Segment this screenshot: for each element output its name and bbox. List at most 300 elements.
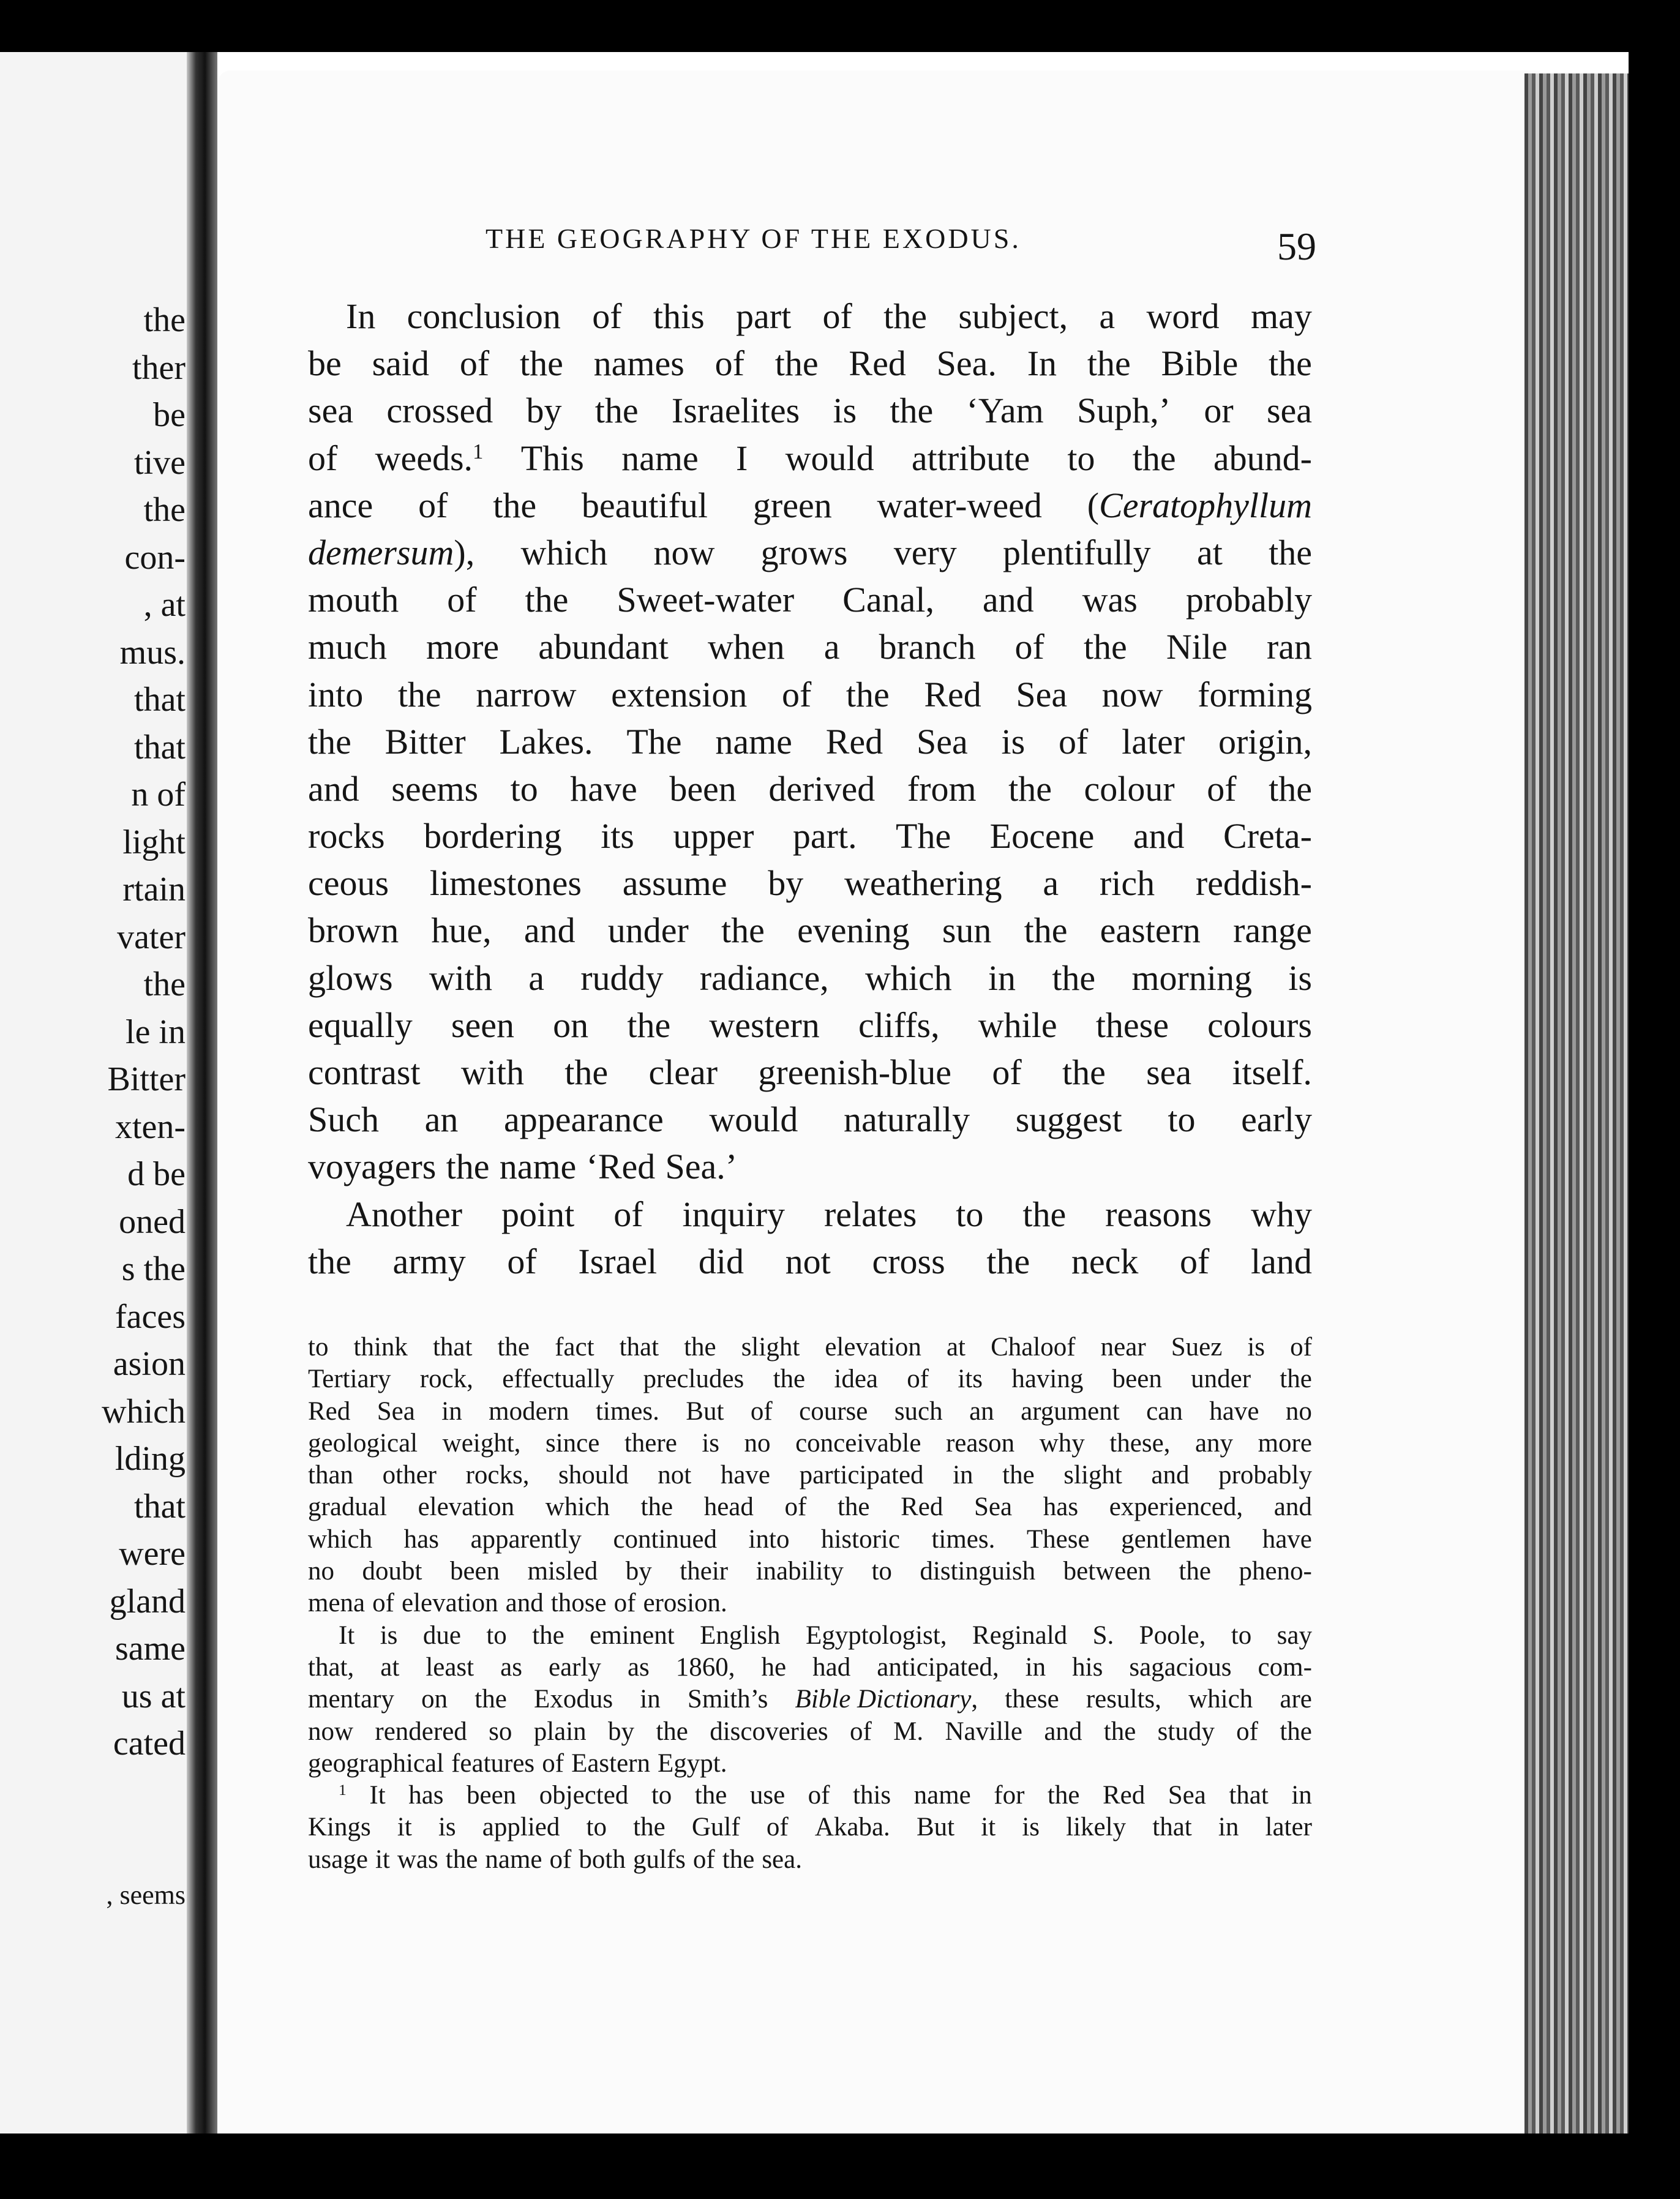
word: not	[658, 1461, 692, 1490]
word: more	[426, 627, 500, 667]
word: which	[308, 1524, 373, 1554]
word: abund-	[1213, 438, 1312, 478]
word: misled	[527, 1557, 598, 1586]
facing-page-line: s the	[121, 1250, 186, 1288]
facing-page-line: tive	[134, 443, 186, 482]
word: conceivable	[795, 1428, 921, 1458]
word: into	[748, 1524, 790, 1554]
word: having	[1011, 1365, 1084, 1394]
word: of	[992, 1052, 1022, 1092]
word: it	[375, 1845, 390, 1874]
body-line	[308, 435, 1312, 482]
word: conclusion	[407, 296, 561, 336]
word: have	[1209, 1396, 1259, 1426]
word: evening	[797, 910, 910, 951]
word: he	[761, 1652, 787, 1682]
word: sea	[1266, 391, 1312, 431]
word: these,	[1109, 1428, 1171, 1458]
word: weeds.$^1$	[375, 438, 484, 478]
word: Bible Dictionary,	[795, 1685, 978, 1714]
word: eminent	[590, 1620, 675, 1650]
word: the	[308, 721, 351, 762]
word: said	[372, 343, 429, 384]
word: argument	[1021, 1396, 1120, 1426]
word: Sea.’	[665, 1147, 738, 1187]
word: name	[913, 1781, 971, 1810]
footnote-line	[308, 1780, 1312, 1811]
footnote-line	[308, 1811, 1312, 1843]
word: Red	[308, 1396, 351, 1426]
facing-page-line: xten-	[114, 1107, 186, 1146]
facing-page-footnote: , seems	[106, 1880, 186, 1910]
word: ‘Yam	[966, 391, 1044, 431]
word: point	[501, 1194, 575, 1234]
word: equally	[308, 1005, 413, 1045]
body-line	[308, 340, 1312, 387]
word: Red	[1102, 1781, 1146, 1810]
word: In	[1027, 343, 1057, 384]
body-line	[308, 907, 1312, 954]
word: the	[1269, 343, 1312, 384]
word: to	[1231, 1620, 1252, 1650]
word: mentary	[308, 1685, 394, 1714]
word: the	[774, 343, 819, 384]
word: in	[1025, 1652, 1046, 1682]
word: has	[408, 1781, 444, 1810]
word: branch	[879, 627, 976, 667]
word: Nile	[1166, 627, 1228, 667]
word: much	[308, 627, 387, 667]
word: any	[1194, 1428, 1234, 1458]
word: anticipated,	[877, 1652, 999, 1682]
word: Red	[901, 1493, 943, 1522]
word: no	[308, 1557, 334, 1586]
word: which	[1188, 1685, 1253, 1714]
word: Lakes.	[499, 721, 593, 762]
word: attribute	[911, 438, 1030, 478]
word: early	[548, 1652, 601, 1682]
word: that	[1229, 1781, 1269, 1810]
word: hue,	[431, 910, 492, 951]
facing-page-line: ther	[132, 348, 186, 387]
word: inability	[756, 1557, 844, 1586]
word: this	[653, 296, 705, 336]
word: modern	[489, 1396, 569, 1426]
word: of	[766, 1813, 789, 1842]
word: on	[421, 1685, 448, 1714]
word: M.	[893, 1717, 924, 1746]
word: of	[750, 1396, 773, 1426]
word: a	[1099, 296, 1116, 336]
word: have	[1262, 1524, 1312, 1554]
body-line	[308, 954, 1312, 1002]
word: slight	[1063, 1461, 1122, 1490]
word: probably	[1185, 580, 1312, 620]
word: of	[907, 1365, 929, 1394]
facing-page-line: that	[134, 681, 186, 719]
word: elevation	[825, 1333, 921, 1362]
word: (Ceratophyllum	[1087, 485, 1312, 525]
word: and	[308, 768, 359, 809]
word: of	[1236, 1717, 1258, 1746]
word: Red	[849, 343, 906, 384]
word: the	[1002, 1461, 1035, 1490]
body-line	[308, 765, 1312, 812]
word: rocks	[308, 816, 385, 856]
word: Israelites	[671, 391, 800, 431]
word: greenish-blue	[758, 1052, 952, 1092]
word: study	[1157, 1717, 1215, 1746]
word: the	[684, 1333, 716, 1362]
footnote-line	[308, 1459, 1312, 1491]
word: is	[1247, 1333, 1266, 1362]
word: why	[1039, 1428, 1085, 1458]
word: the	[497, 1333, 530, 1362]
word: ‘Red	[586, 1147, 656, 1187]
body-line	[308, 1191, 1312, 1238]
word: have	[720, 1461, 770, 1490]
word: the	[445, 1845, 478, 1874]
word: not	[785, 1241, 831, 1281]
word: sea.	[762, 1845, 802, 1874]
word: of	[308, 438, 338, 478]
word: in	[1218, 1813, 1239, 1842]
word: sea	[308, 391, 354, 431]
footnote-line	[308, 1716, 1312, 1748]
word: voyagers	[308, 1147, 437, 1187]
word: suggest	[1015, 1100, 1122, 1140]
word: than	[308, 1461, 354, 1490]
word: the	[1047, 1781, 1080, 1810]
word: an	[424, 1100, 459, 1140]
word: has	[1043, 1493, 1079, 1522]
word: of	[1180, 1241, 1210, 1281]
word: had	[812, 1652, 851, 1682]
scan-border-bottom	[0, 2133, 1680, 2199]
word: the	[721, 910, 765, 951]
word: to	[308, 1333, 329, 1362]
word: abundant	[538, 627, 669, 667]
word: the	[986, 1241, 1030, 1281]
word: ance	[308, 485, 373, 525]
word: beautiful	[581, 485, 708, 525]
word: The	[896, 816, 951, 856]
facing-page-line: le in	[126, 1013, 186, 1051]
word: as	[627, 1652, 650, 1682]
word: morning	[1131, 957, 1252, 998]
word: the	[1103, 1717, 1136, 1746]
word: was	[397, 1845, 438, 1874]
facing-page-line: the	[143, 301, 186, 339]
word: both	[579, 1845, 626, 1874]
word: no	[1285, 1396, 1312, 1426]
word: that,	[308, 1652, 354, 1682]
word: and	[1273, 1493, 1312, 1522]
word: rocks,	[465, 1461, 530, 1490]
facing-page-line: mus.	[119, 633, 186, 672]
facing-page-line: , at	[143, 586, 186, 624]
word: These	[1026, 1524, 1090, 1554]
word: Suph,’	[1077, 391, 1171, 431]
word: mena	[308, 1589, 366, 1618]
word: But	[916, 1813, 955, 1842]
word: the	[640, 1493, 673, 1522]
scan-border-top	[0, 0, 1680, 52]
word: at	[1196, 532, 1223, 572]
word: Canal,	[842, 580, 934, 620]
word: which	[864, 957, 952, 998]
word: the	[493, 485, 537, 525]
word: the	[627, 1005, 671, 1045]
word: Sea	[1168, 1781, 1206, 1810]
word: is	[1022, 1813, 1040, 1842]
word: name	[499, 1147, 577, 1187]
word: usage	[308, 1845, 368, 1874]
word: the	[1280, 1717, 1312, 1746]
word: The	[626, 721, 682, 762]
word: cross	[872, 1241, 945, 1281]
page-edges	[1524, 73, 1629, 2133]
word: on	[553, 1005, 589, 1045]
word: the	[564, 1052, 609, 1092]
word: of	[808, 1781, 830, 1810]
word: com-	[1258, 1652, 1312, 1682]
word: to	[871, 1557, 892, 1586]
word: to	[586, 1813, 607, 1842]
word: it	[981, 1813, 996, 1842]
word: historic	[820, 1524, 900, 1554]
word: or	[1204, 391, 1234, 431]
facing-page-line: the	[143, 965, 186, 1003]
body-line	[308, 576, 1312, 623]
word: as	[500, 1652, 522, 1682]
word: experienced,	[1109, 1493, 1243, 1522]
word: army	[392, 1241, 466, 1281]
facing-page-line: light	[122, 823, 186, 861]
facing-page-line: gland	[109, 1582, 186, 1620]
word: in	[1291, 1781, 1312, 1810]
word: say	[1277, 1620, 1312, 1650]
word: mouth	[308, 580, 399, 620]
word: in	[441, 1396, 462, 1426]
word: reddish-	[1195, 863, 1312, 904]
word: doubt	[362, 1557, 422, 1586]
word: seen	[451, 1005, 514, 1045]
word: to	[651, 1781, 672, 1810]
word: demersum),	[308, 532, 475, 572]
word: sea	[1146, 1052, 1192, 1092]
word: the	[1269, 768, 1312, 809]
facing-page-line: us at	[121, 1677, 186, 1715]
footnote-line	[308, 1748, 1312, 1780]
word: is	[702, 1428, 720, 1458]
word: and	[1044, 1717, 1082, 1746]
word: the	[446, 1147, 490, 1187]
word: Bible	[1161, 343, 1239, 384]
body-line	[308, 293, 1312, 340]
word: assume	[622, 863, 727, 904]
word: of	[714, 343, 744, 384]
word: Naville	[945, 1717, 1023, 1746]
word: seems	[391, 768, 479, 809]
word: appearance	[503, 1100, 664, 1140]
word: gentlemen	[1121, 1524, 1231, 1554]
word: rock,	[419, 1365, 473, 1394]
word: of	[784, 1493, 807, 1522]
word: upper	[673, 816, 754, 856]
scan-border-right	[1629, 0, 1680, 2199]
word: of	[1058, 721, 1089, 762]
footnote-line	[308, 1524, 1312, 1556]
word: is	[380, 1620, 398, 1650]
body-line	[308, 1096, 1312, 1143]
word: Suez	[1171, 1333, 1223, 1362]
word: This	[520, 438, 584, 478]
word: into	[308, 674, 364, 714]
word: Kings	[308, 1813, 371, 1842]
word: elevation	[402, 1589, 498, 1618]
word: of	[418, 485, 448, 525]
word: relates	[823, 1194, 917, 1234]
word: and	[505, 1589, 544, 1618]
facing-page-line: cated	[113, 1725, 186, 1763]
word: effectually	[502, 1365, 615, 1394]
word: Sea	[974, 1493, 1013, 1522]
facing-page-line: lding	[114, 1440, 186, 1478]
page-number: 59	[1277, 225, 1316, 268]
word: would	[709, 1100, 798, 1140]
body-line	[308, 1002, 1312, 1049]
word: to	[1168, 1100, 1196, 1140]
word: its	[601, 816, 634, 856]
word: between	[1063, 1557, 1151, 1586]
word: these	[1005, 1685, 1059, 1714]
word: precludes	[643, 1365, 744, 1394]
word: the	[837, 1493, 870, 1522]
word: of	[447, 580, 477, 620]
word: more	[1258, 1428, 1312, 1458]
word: weathering	[844, 863, 1002, 904]
word: been	[1112, 1365, 1162, 1394]
facing-page-line: d be	[127, 1155, 186, 1193]
word: discoveries	[710, 1717, 828, 1746]
word: to	[956, 1194, 984, 1234]
facing-page-line: that	[134, 1487, 186, 1526]
word: and	[1151, 1461, 1190, 1490]
word: cliffs,	[858, 1005, 940, 1045]
word: the	[722, 1845, 755, 1874]
word: range	[1233, 910, 1312, 951]
word: geological	[308, 1428, 418, 1458]
word: have	[570, 768, 637, 809]
word: under	[1191, 1365, 1251, 1394]
footnotes	[308, 1332, 1312, 1876]
word: early	[1241, 1100, 1312, 1140]
word: extension	[611, 674, 748, 714]
word: radiance,	[699, 957, 829, 998]
word: use	[749, 1781, 786, 1810]
word: of	[692, 1845, 715, 1874]
facing-page-line: Bitter	[107, 1060, 186, 1098]
word: is	[438, 1813, 456, 1842]
word: in	[988, 957, 1016, 998]
word: no	[744, 1428, 771, 1458]
word: erosion.	[643, 1589, 727, 1618]
word: near	[1100, 1333, 1146, 1362]
facing-page-line: be	[153, 396, 186, 434]
word: name	[485, 1845, 542, 1874]
word: to	[1067, 438, 1095, 478]
running-head: THE GEOGRAPHY OF THE EXODUS.	[486, 223, 1021, 254]
word: Another	[346, 1194, 463, 1234]
facing-page-line: faces	[114, 1297, 186, 1336]
word: the	[1052, 957, 1096, 998]
word: the	[1269, 532, 1312, 572]
word: at	[946, 1333, 966, 1362]
word: the	[1083, 627, 1127, 667]
word: is	[833, 391, 857, 431]
word: colour	[1084, 768, 1175, 809]
word: fact	[555, 1333, 594, 1362]
word: green	[752, 485, 832, 525]
word: now	[308, 1717, 354, 1746]
word: should	[558, 1461, 629, 1490]
word: from	[907, 768, 977, 809]
word: the	[883, 296, 927, 336]
word: water-weed	[877, 485, 1042, 525]
word: I	[735, 438, 748, 478]
facing-page-text	[102, 297, 186, 1768]
word: the	[525, 580, 569, 620]
word: of	[542, 1748, 564, 1778]
word: times.	[931, 1524, 996, 1554]
footnote-line	[308, 1844, 1312, 1876]
word: ceous	[308, 863, 389, 904]
word: subject,	[958, 296, 1068, 336]
body-line	[308, 1049, 1312, 1096]
word: of	[549, 1845, 572, 1874]
word: brown	[308, 910, 399, 951]
word: bordering	[424, 816, 562, 856]
word: Egypt.	[658, 1748, 727, 1778]
word: rich	[1099, 863, 1155, 904]
word: for	[994, 1781, 1025, 1810]
word: It	[339, 1620, 355, 1650]
word: Egyptologist,	[805, 1620, 947, 1650]
word: the	[308, 1241, 351, 1281]
word: Akaba.	[814, 1813, 890, 1842]
word: derived	[768, 768, 876, 809]
word: colours	[1207, 1005, 1312, 1045]
word: Eastern	[571, 1748, 650, 1778]
word: sagacious	[1129, 1652, 1232, 1682]
word: of	[1207, 768, 1237, 809]
word: did	[698, 1241, 744, 1281]
word: least	[426, 1652, 474, 1682]
word: at	[380, 1652, 400, 1682]
word: reasons	[1105, 1194, 1212, 1234]
word: why	[1251, 1194, 1312, 1234]
word: course	[799, 1396, 868, 1426]
footnote-line	[308, 1428, 1312, 1459]
word: in	[640, 1685, 661, 1714]
body-line	[308, 623, 1312, 670]
word: of	[507, 1241, 537, 1281]
word: there	[624, 1428, 677, 1458]
word: weight,	[442, 1428, 521, 1458]
word: when	[707, 627, 785, 667]
word: the	[846, 674, 890, 714]
